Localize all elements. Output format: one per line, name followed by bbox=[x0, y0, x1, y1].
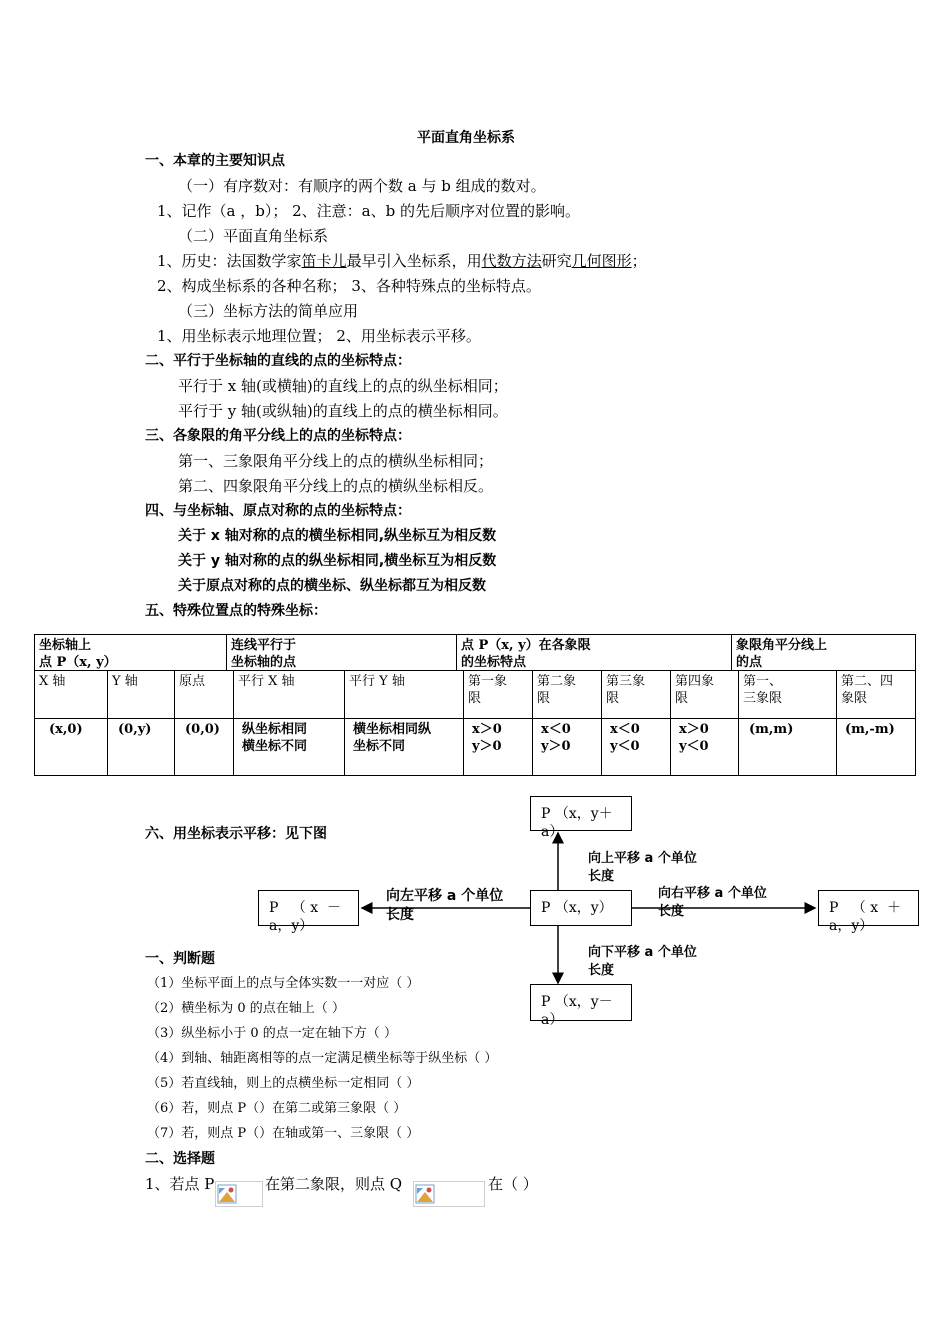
table-cell: x＞0 y＞0 bbox=[464, 719, 533, 776]
table-header: 第二象 限 bbox=[533, 671, 602, 719]
point-box-center: P （x，y） bbox=[530, 890, 632, 926]
text-line: 平行于 x 轴(或横轴)的直线上的点的纵坐标相同； bbox=[178, 377, 508, 395]
choice-question-part: 1、若点 P bbox=[145, 1175, 215, 1193]
table-header: 第四象 限 bbox=[671, 671, 739, 719]
broken-image-icon bbox=[413, 1181, 485, 1207]
label-right: 向右平移 a 个单位 长度 bbox=[658, 886, 767, 919]
text-line: 关于原点对称的点的横坐标、纵坐标都互为相反数 bbox=[178, 578, 486, 594]
choice-question-part: 在（ ） bbox=[488, 1175, 538, 1193]
table-header: 第二、四 象限 bbox=[837, 671, 916, 719]
text-line: （三）坐标方法的简单应用 bbox=[178, 302, 359, 320]
judgement-item: （1）坐标平面上的点与全体实数一一对应（ ） bbox=[147, 976, 420, 991]
section-4-heading: 四、与坐标轴、原点对称的点的坐标特点： bbox=[145, 503, 411, 519]
judgement-item: （7）若，则点 P（）在轴或第一、三象限（ ） bbox=[147, 1126, 420, 1141]
judgement-heading: 一、判断题 bbox=[145, 951, 215, 967]
table-header: 平行 X 轴 bbox=[234, 671, 345, 719]
point-box-down: P （x，y－ a） bbox=[530, 984, 632, 1021]
table-cell: 纵坐标相同 横坐标不同 bbox=[234, 719, 345, 776]
broken-image-icon bbox=[215, 1181, 263, 1207]
table-header: 第三象 限 bbox=[602, 671, 671, 719]
text-line: 平行于 y 轴(或纵轴)的直线上的点的横坐标相同。 bbox=[178, 402, 508, 420]
table-cell: 横坐标相同纵 坐标不同 bbox=[345, 719, 464, 776]
text-line: 第一、三象限角平分线上的点的横纵坐标相同； bbox=[178, 452, 494, 470]
table-cell: (m,-m) bbox=[837, 719, 916, 776]
coordinate-table bbox=[34, 634, 916, 776]
point-box-right: P （ x ＋ a，y） bbox=[818, 890, 919, 926]
section-3-heading: 三、各象限的角平分线上的点的坐标特点： bbox=[145, 428, 411, 444]
judgement-item: （4）到轴、轴距离相等的点一定满足横坐标等于纵坐标（ ） bbox=[147, 1051, 498, 1066]
choice-heading: 二、选择题 bbox=[145, 1151, 215, 1167]
section-6-heading: 六、用坐标表示平移：见下图 bbox=[145, 826, 327, 842]
section-1-heading: 一、本章的主要知识点 bbox=[145, 153, 285, 169]
judgement-item: （6）若，则点 P（）在第二或第三象限（ ） bbox=[147, 1101, 407, 1116]
choice-question-part: 在第二象限，则点 Q bbox=[265, 1175, 403, 1193]
table-cell: (x,0) bbox=[35, 719, 108, 776]
table-header: Y 轴 bbox=[108, 671, 175, 719]
text-line: 关于 y 轴对称的点的纵坐标相同,横坐标互为相反数 bbox=[178, 553, 497, 569]
page-title: 平面直角坐标系 bbox=[417, 130, 515, 146]
table-cell: x＞0 y＜0 bbox=[671, 719, 739, 776]
text-line-history: 1、历史：法国数学家笛卡儿最早引入坐标系，用代数方法研究几何图形； bbox=[157, 252, 647, 270]
table-cell: (m,m) bbox=[739, 719, 837, 776]
label-up: 向上平移 a 个单位 长度 bbox=[588, 851, 697, 884]
table-group-parallel: 连线平行于 坐标轴的点 bbox=[227, 635, 457, 671]
point-box-left: P （ x － a，y） bbox=[258, 890, 359, 926]
judgement-item: （2）横坐标为 0 的点在轴上（ ） bbox=[147, 1001, 345, 1016]
text-line: 1、用坐标表示地理位置； 2、用坐标表示平移。 bbox=[157, 327, 481, 345]
table-cell: x＜0 y＜0 bbox=[602, 719, 671, 776]
underlined-term: 几何图形 bbox=[571, 252, 632, 270]
table-header: 平行 Y 轴 bbox=[345, 671, 464, 719]
text-line: 1、记作（a ，b）； 2、注意：a、b 的先后顺序对位置的影响。 bbox=[157, 202, 580, 220]
text-line: （二）平面直角坐标系 bbox=[178, 227, 329, 245]
table-header: 第一、 三象限 bbox=[739, 671, 837, 719]
table-header: 原点 bbox=[175, 671, 234, 719]
table-group-quadrant: 点 P（x, y）在各象限 的坐标特点 bbox=[457, 635, 732, 671]
table-cell: (0,0) bbox=[175, 719, 234, 776]
table-cell: (0,y) bbox=[108, 719, 175, 776]
judgement-item: （5）若直线轴，则上的点横坐标一定相同（ ） bbox=[147, 1076, 420, 1091]
table-group-bisector: 象限角平分线上 的点 bbox=[732, 635, 916, 671]
point-box-up: P （x，y＋ a） bbox=[530, 796, 632, 831]
judgement-item: （3）纵坐标小于 0 的点一定在轴下方（ ） bbox=[147, 1026, 397, 1041]
section-5-heading: 五、特殊位置点的特殊坐标： bbox=[145, 603, 327, 619]
text-line: 关于 x 轴对称的点的横坐标相同,纵坐标互为相反数 bbox=[178, 528, 497, 544]
label-left: 向左平移 a 个单位 长度 bbox=[386, 888, 504, 923]
table-group-axis: 坐标轴上 点 P（x, y） bbox=[35, 635, 227, 671]
table-header: 第一象 限 bbox=[464, 671, 533, 719]
table-header: X 轴 bbox=[35, 671, 108, 719]
underlined-term: 笛卡儿 bbox=[301, 252, 347, 270]
text-line: （一）有序数对：有顺序的两个数 a 与 b 组成的数对。 bbox=[178, 177, 546, 195]
table-cell: x＜0 y＞0 bbox=[533, 719, 602, 776]
section-2-heading: 二、平行于坐标轴的直线的点的坐标特点： bbox=[145, 353, 411, 369]
underlined-term: 代数方法 bbox=[481, 252, 542, 270]
label-down: 向下平移 a 个单位 长度 bbox=[588, 945, 697, 978]
text-line: 2、构成坐标系的各种名称； 3、各种特殊点的坐标特点。 bbox=[157, 277, 541, 295]
text-line: 第二、四象限角平分线上的点的横纵坐标相反。 bbox=[178, 477, 494, 495]
